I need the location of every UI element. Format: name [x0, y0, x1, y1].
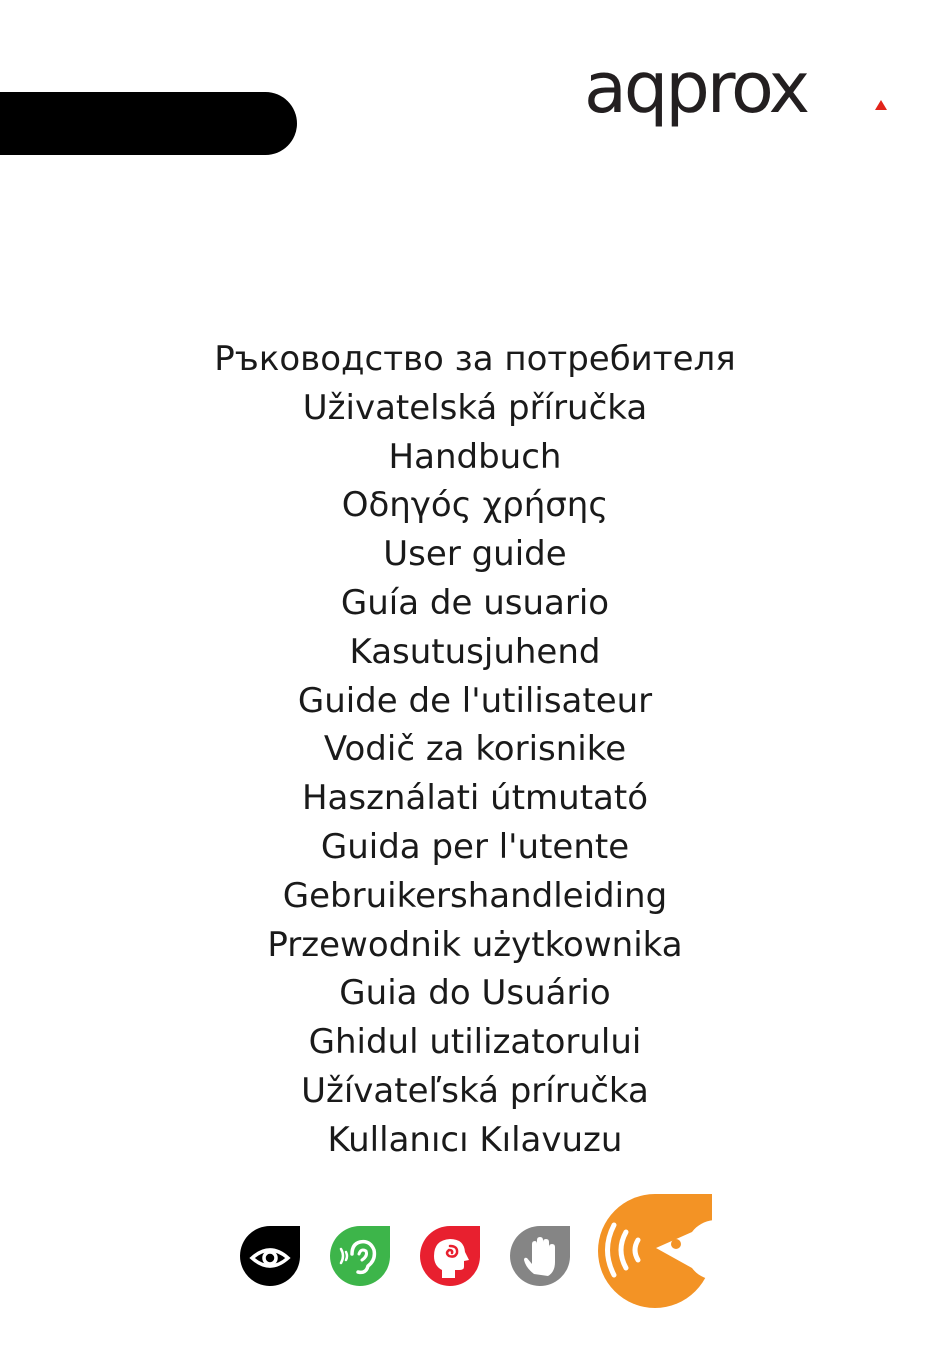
title-turkish: Kullanıcı Kılavuzu: [327, 1119, 623, 1160]
logo-wordmark: aqprox: [584, 52, 808, 129]
title-spanish: Guía de usuario: [340, 582, 610, 623]
title-romanian: Ghidul utilizatorului: [308, 1022, 642, 1063]
title-polish: Przewodnik użytkownika: [267, 924, 683, 965]
title-estonian: Kasutusjuhend: [349, 631, 601, 672]
title-slovak: Užívateľská príručka: [301, 1070, 649, 1111]
title-portuguese: Guia do Usuário: [339, 973, 611, 1014]
title-french: Guide de l'utilisateur: [297, 680, 653, 721]
title-english: User guide: [383, 534, 567, 575]
eye-icon: [238, 1224, 302, 1290]
title-greek: Οδηγός χρήσης: [341, 485, 609, 526]
title-bulgarian: Ръководство за потребителя: [214, 339, 736, 379]
aqprox-logo: [580, 52, 890, 132]
manual-titles-list: [0, 335, 950, 1165]
header-black-bar: [0, 92, 297, 155]
title-dutch: Gebruikershandleiding: [282, 875, 668, 916]
ear-icon: [328, 1224, 392, 1290]
head-icon: [418, 1224, 482, 1290]
title-german: Handbuch: [388, 436, 562, 477]
title-italian: Guida per l'utente: [320, 826, 630, 867]
title-croatian: Vodič za korisnike: [323, 729, 627, 770]
hand-icon: [508, 1224, 572, 1290]
logo-accent-triangle: [875, 100, 887, 110]
speaking-face-icon: [596, 1192, 714, 1310]
title-hungarian: Használati útmutató: [301, 778, 649, 819]
title-czech: Uživatelská příručka: [302, 387, 648, 428]
